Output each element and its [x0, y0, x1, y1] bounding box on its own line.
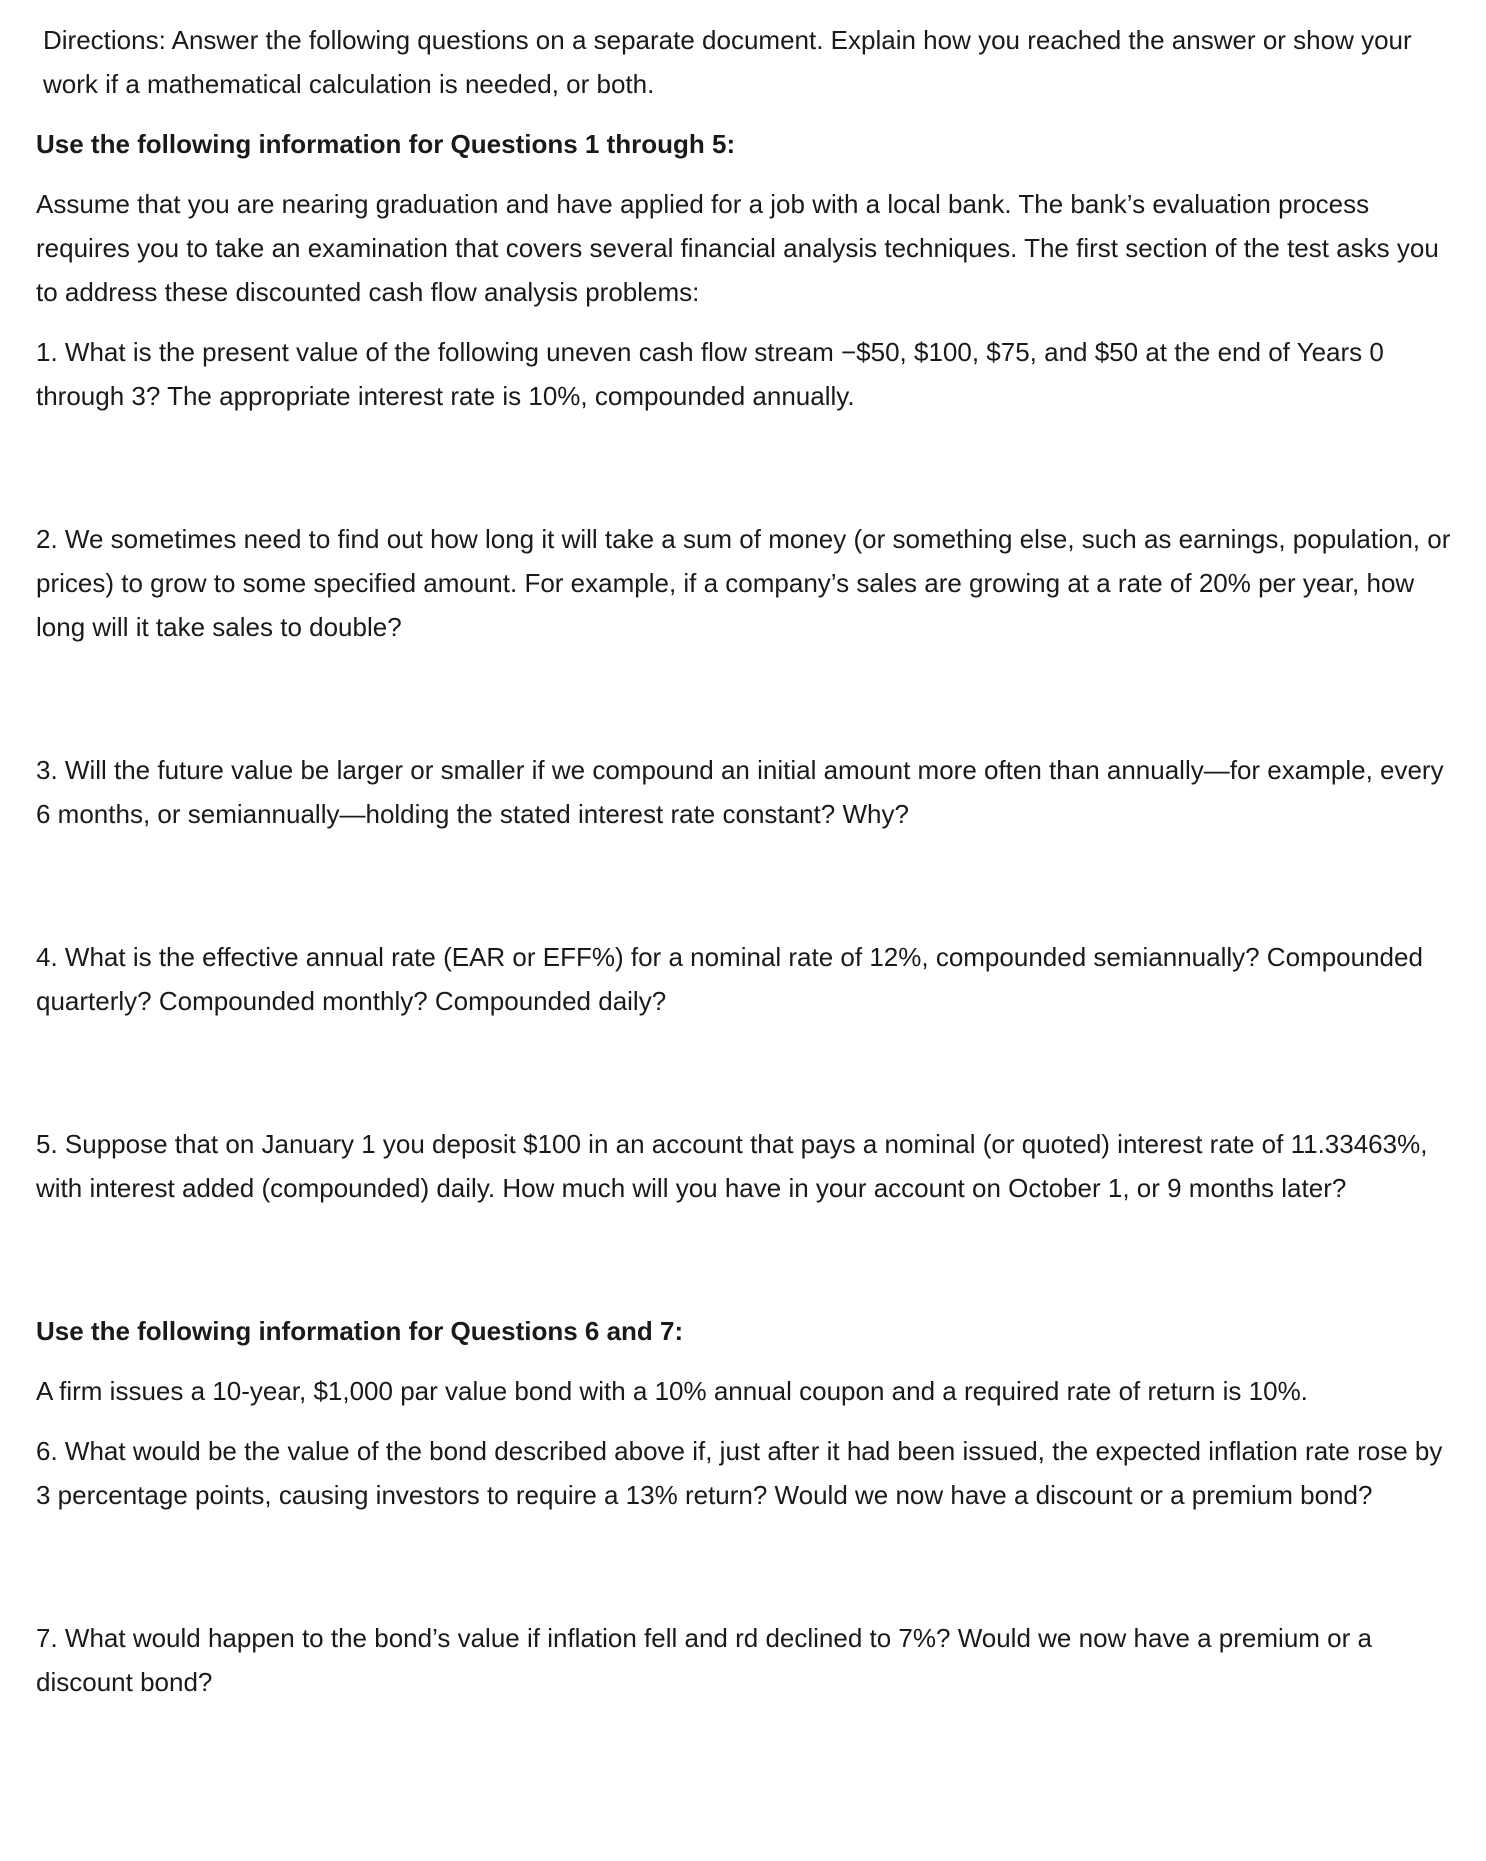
section1-intro: Assume that you are nearing graduation and have applied for a job with a local bank. The bank’s evaluation process requires you to take an examination that covers several financial analysis techniques. The first section of the test asks you to address these discounted cash flow analysis problems:	[36, 189, 1439, 307]
directions-text: Directions: Answer the following questions on a separate document. Explain how you reached the answer or show your work if a mathematical calculation is needed, or both.	[43, 25, 1412, 99]
question-6: 6. What would be the value of the bond described above if, just after it had been issued, the expected inflation rate rose by 3 percentage points, causing investors to require a 13% return? Would we now have a discount or a premium bond?	[36, 1436, 1443, 1510]
question-2: 2. We sometimes need to find out how long it will take a sum of money (or something else, such as earnings, population, or prices) to grow to some specified amount. For example, if a company’s sales are growing at a rate of 20% per year, how long will it take sales to double?	[36, 524, 1451, 642]
section2-heading: Use the following information for Questions 6 and 7:	[36, 1316, 684, 1346]
section2-intro: A firm issues a 10-year, $1,000 par value bond with a 10% annual coupon and a required rate of return is 10%.	[36, 1376, 1308, 1406]
question-5: 5. Suppose that on January 1 you deposit $100 in an account that pays a nominal (or quoted) interest rate of 11.33463%, with interest added (compounded) daily. How much will you have in your account on October 1, or 9 months later?	[36, 1129, 1428, 1203]
question-7: 7. What would happen to the bond’s value if inflation fell and rd declined to 7%? Would we now have a premium or a discount bond?	[36, 1623, 1372, 1697]
question-4: 4. What is the effective annual rate (EAR or EFF%) for a nominal rate of 12%, compounded semiannually? Compounded quarterly? Compounded monthly? Compounded daily?	[36, 942, 1423, 1016]
question-1: 1. What is the present value of the following uneven cash flow stream −$50, $100, $75, and $50 at the end of Years 0 through 3? The appropriate interest rate is 10%, compounded annually.	[36, 337, 1384, 411]
worksheet-page	[36, 18, 1456, 1704]
question-3: 3. Will the future value be larger or smaller if we compound an initial amount more often than annually—for example, every 6 months, or semiannually—holding the stated interest rate constant? Why?	[36, 755, 1444, 829]
section1-heading: Use the following information for Questions 1 through 5:	[36, 129, 736, 159]
